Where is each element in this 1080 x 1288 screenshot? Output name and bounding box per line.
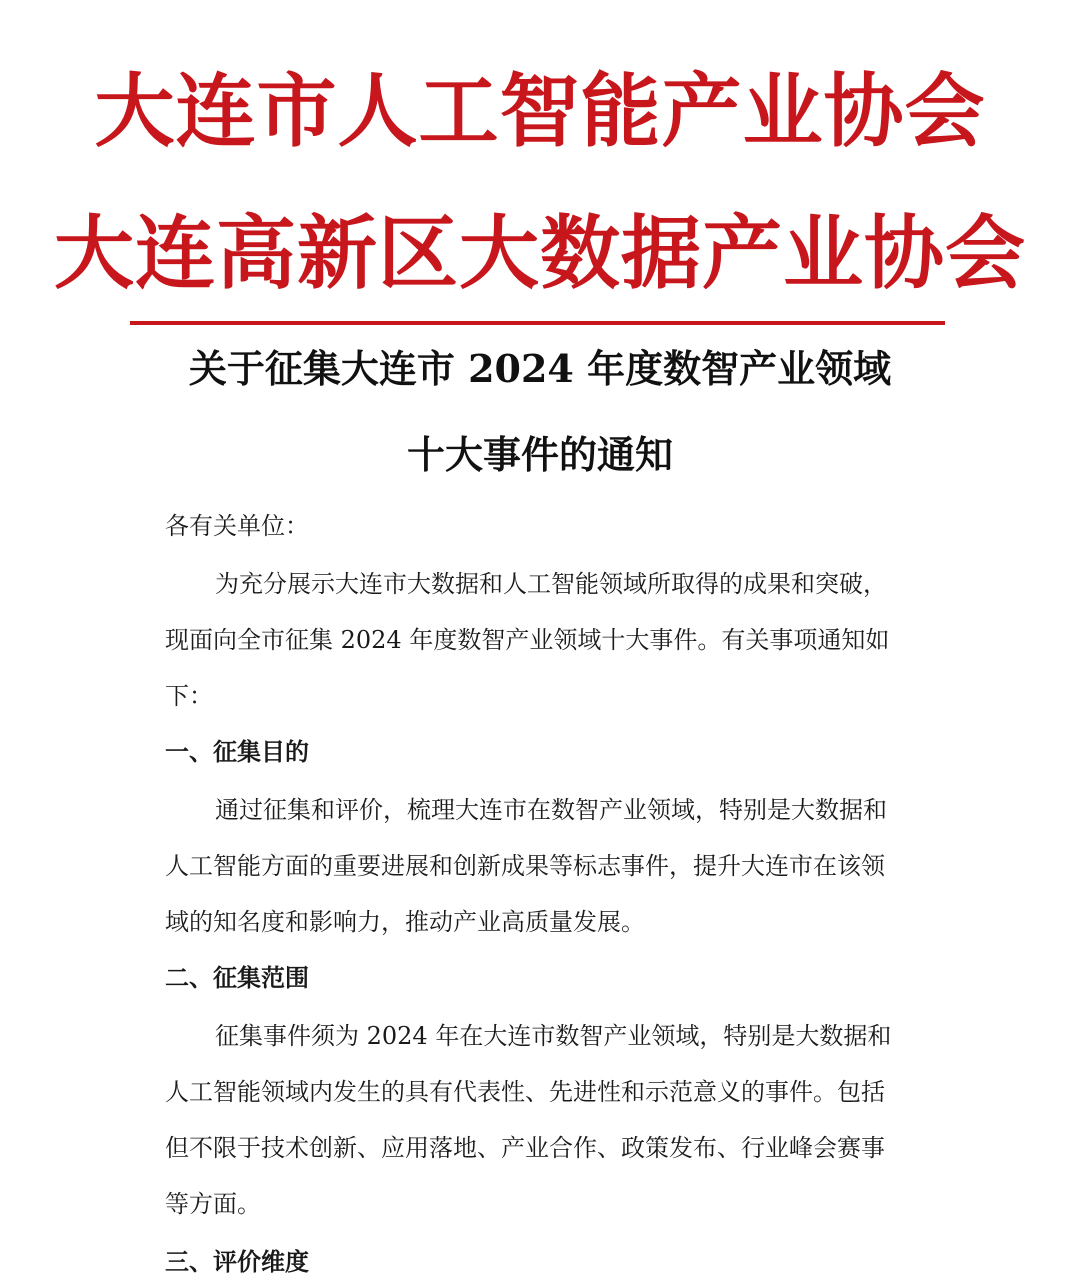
- issuer-name-1: 大连市人工智能产业协会: [94, 65, 986, 158]
- document-title-line-2: 十大事件的通知: [406, 432, 673, 477]
- section-2-line: 征集事件须为 2024 年在大连市数智产业领域，特别是大数据和: [215, 1022, 892, 1050]
- red-divider: [130, 321, 945, 325]
- section-heading-purpose: 一、征集目的: [165, 737, 309, 766]
- section-2-line: 人工智能领域内发生的具有代表性、先进性和示范意义的事件。包括: [165, 1078, 885, 1106]
- section-1-line: 通过征集和评价，梳理大连市在数智产业领域，特别是大数据和: [215, 796, 887, 824]
- section-2-line: 但不限于技术创新、应用落地、产业合作、政策发布、行业峰会赛事: [165, 1134, 885, 1162]
- section-heading-scope: 二、征集范围: [165, 963, 309, 992]
- issuer-name-2: 大连高新区大数据产业协会: [54, 207, 1026, 300]
- intro-line: 现面向全市征集 2024 年度数智产业领域十大事件。有关事项通知如: [165, 626, 890, 654]
- salutation: 各有关单位：: [165, 512, 309, 540]
- section-2-line: 等方面。: [165, 1190, 261, 1218]
- section-1-line: 域的知名度和影响力，推动产业高质量发展。: [165, 908, 645, 936]
- section-heading-evaluation: 三、评价维度: [165, 1247, 309, 1276]
- document-title-line-1: 关于征集大连市 2024 年度数智产业领域: [188, 346, 892, 391]
- section-1-line: 人工智能方面的重要进展和创新成果等标志事件，提升大连市在该领: [165, 852, 885, 880]
- intro-line: 为充分展示大连市大数据和人工智能领域所取得的成果和突破，: [215, 570, 887, 598]
- intro-line: 下：: [165, 682, 213, 710]
